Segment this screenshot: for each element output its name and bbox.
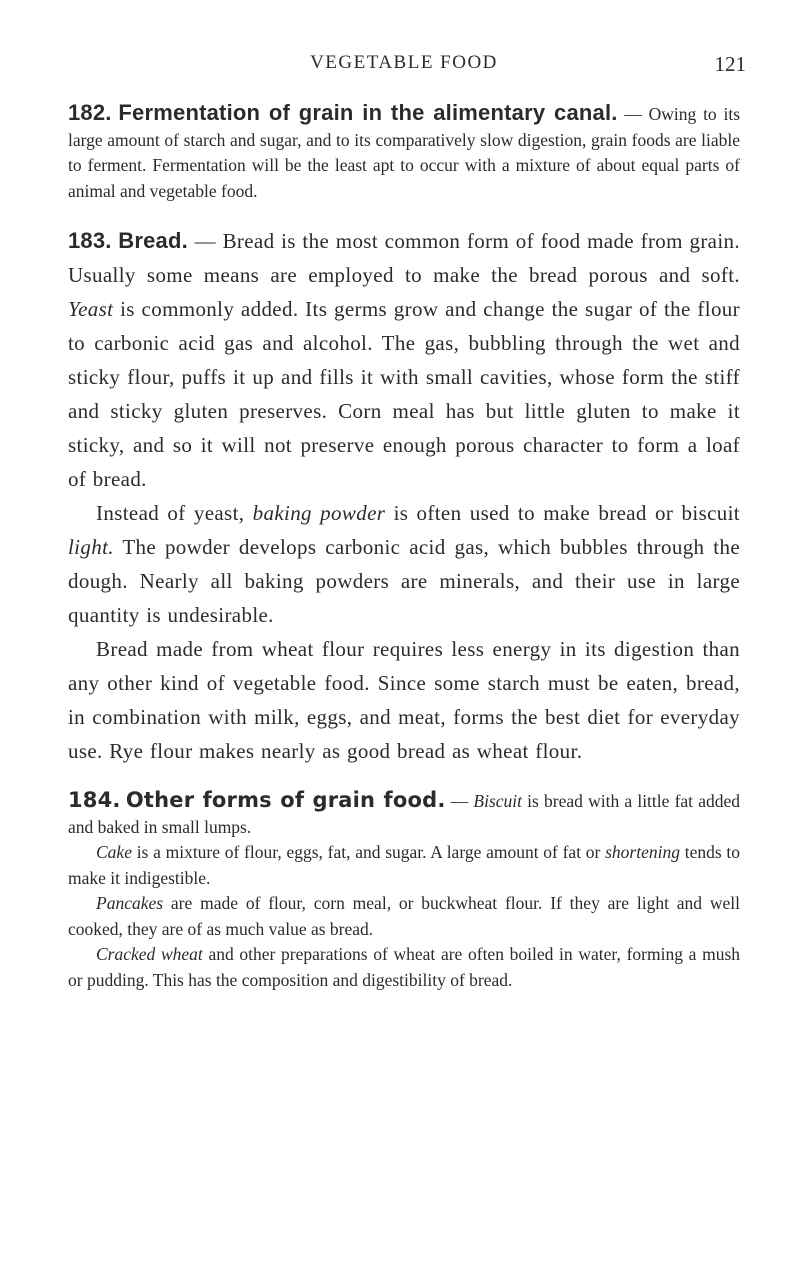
section-184 [68,788,740,993]
section-number: 184. [68,788,121,812]
paragraph [68,942,740,993]
paragraph-text: Bread made from wheat flour requires less energy in its digestion than any other kind of vegetable food. Since some starch must be eaten, bread, in combination with milk, eggs, and meat, forms the best diet for everyday use. Rye flour makes nearly as good bread as wheat flour. [68,637,740,763]
paragraph-text: and other preparations of wheat are often boiled in water, forming a mush or pudding. This has the composition and digestibility of bread. [68,944,741,990]
paragraph-text: is bread with a little fat added and baked in small lumps. [68,791,741,837]
paragraph [68,632,740,768]
italic-term: Cracked wheat [96,944,203,964]
italic-term: Pancakes [96,893,164,913]
paragraph-text: Bread is the most common form of food made from grain. Usually some means are employed to make the bread porous and soft. [68,229,740,287]
paragraph [68,224,740,496]
running-title: VEGETABLE FOOD [310,52,498,73]
italic-term: Biscuit [473,791,522,811]
em-dash: — [187,229,223,253]
paragraph-text: tends to make it indigestible. [68,842,740,888]
italic-term: light. [68,535,114,559]
paragraph-text: is often used to make bread or biscuit [385,501,740,525]
section-182 [68,100,740,204]
paragraph-text: is commonly added. Its germs grow and change the sugar of the flour to carbonic acid gas and alcohol. The gas, bubbling through the wet and sticky flour, puffs it up and fills it with small cavities, whose form the stiff and sticky gluten preserves. Corn meal has but little gluten to make it sticky, and so it will not preserve enough porous character to form a loaf of bread. [68,297,740,491]
italic-term: shortening [605,842,680,862]
section-number: 182. [68,100,112,125]
running-head [68,48,746,78]
italic-term: Yeast [68,297,114,321]
em-dash: — [445,791,474,811]
paragraph [68,891,740,942]
paragraph [68,788,740,840]
section-number: 183. [68,228,112,253]
paragraph-text: Instead of yeast, [96,501,253,525]
paragraph [68,100,740,204]
page-number: 121 [714,52,746,76]
paragraph-text: The powder develops carbonic acid gas, which bubbles through the dough. Nearly all baking powders are minerals, and their use in large quantity is undesirable. [68,535,740,627]
section-heading: Other forms of grain food. [125,788,446,812]
section-heading: Fermentation of grain in the alimentary canal. [118,100,618,125]
em-dash: — [617,104,649,124]
paragraph [68,496,740,632]
paragraph-text: are made of flour, corn meal, or buckwheat flour. If they are light and well cooked, they are of as much value as bread. [68,893,740,939]
paragraph [68,840,740,891]
paragraph-text: Owing to its large amount of starch and sugar, and to its comparatively slow digestion, grain foods are liable to ferment. Fermentation will be the least apt to occur with a mixture of about equal parts of animal and vegetable food. [68,104,741,201]
section-heading: Bread. [118,228,188,253]
italic-term: baking powder [252,501,386,525]
section-183 [68,224,740,768]
italic-term: Cake [96,842,132,862]
paragraph-text: is a mixture of flour, eggs, fat, and sugar. A large amount of fat or [131,842,606,862]
